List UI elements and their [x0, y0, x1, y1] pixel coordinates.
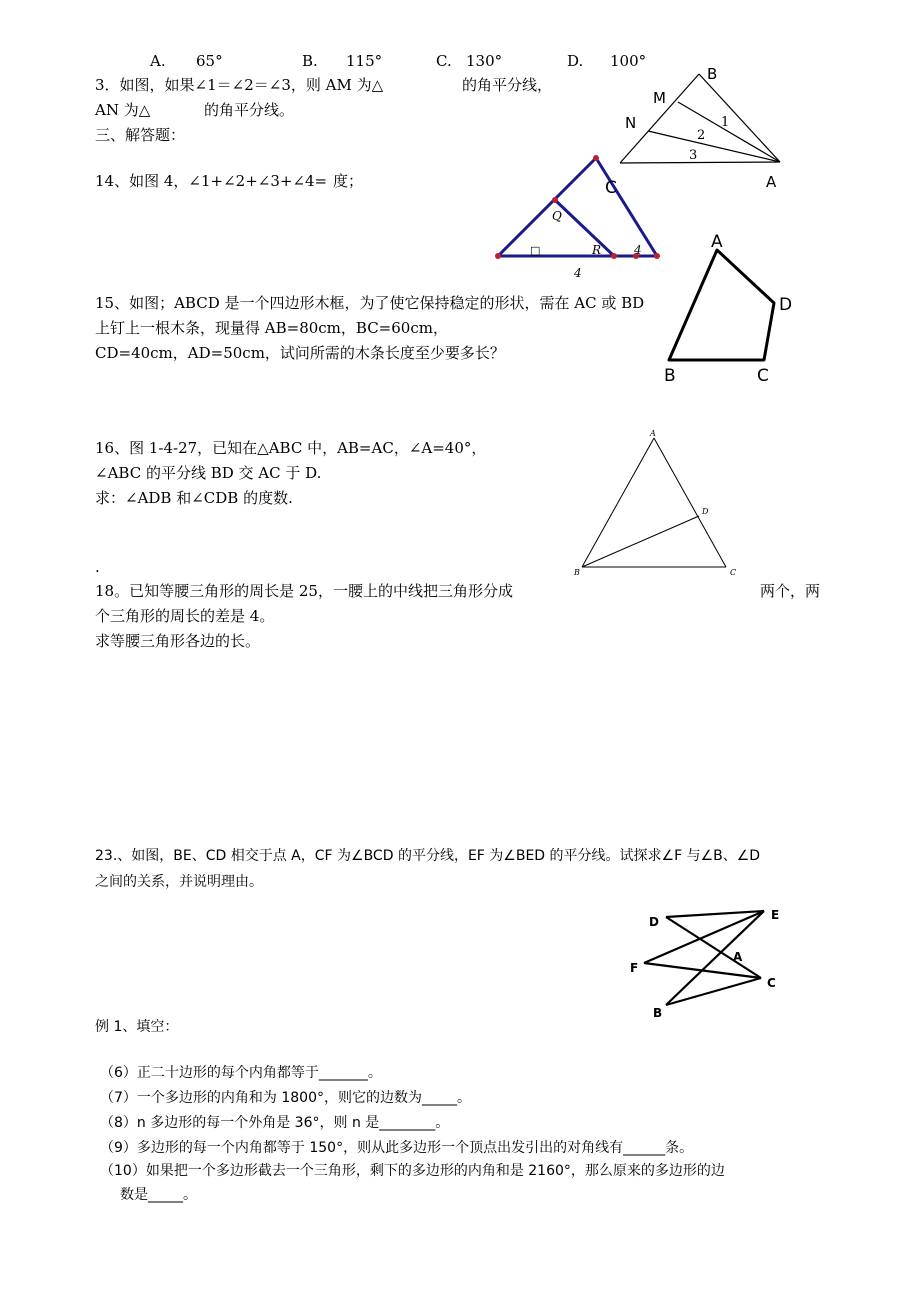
q16-segment-ab — [582, 438, 654, 567]
q23-segment-de — [666, 911, 764, 917]
q3-angle-1: 1 — [721, 115, 730, 130]
q14-vertex-q — [552, 197, 558, 203]
q15-label-d: D — [779, 295, 793, 315]
figure-q15 — [660, 232, 800, 387]
q16-segment-ac — [654, 438, 726, 567]
example1-item-6: （6）正二十边形的每个内角都等于_______。 — [100, 1065, 382, 1081]
q2-option-a-letter: A. — [150, 52, 166, 70]
example1-heading: 例 1、填空： — [95, 1019, 179, 1035]
q3-label-n: N — [625, 114, 637, 132]
q15-line1: 15、如图；ABCD 是一个四边形木框，为了使它保持稳定的形状，需在 AC 或 BD — [95, 294, 645, 312]
figure-q16 — [565, 428, 745, 578]
q2-option-c-letter: C. — [436, 52, 452, 70]
q23-label-b: B — [653, 1006, 663, 1020]
q14-label-4a: 4 — [634, 243, 642, 257]
q2-option-c-value: 130° — [466, 52, 503, 70]
q16-label-d: D — [702, 507, 709, 516]
q23-segment-fe — [644, 911, 764, 963]
q14-vertex-r — [611, 253, 617, 259]
stray-dot: . — [95, 558, 100, 576]
figure-q14 — [490, 150, 665, 285]
q3-line2-suffix: 的角平分线。 — [204, 101, 295, 119]
q23-label-a: A — [733, 950, 743, 964]
q14-vertex-top — [593, 155, 599, 161]
q3-line1-suffix: 的角平分线， — [462, 76, 553, 94]
q3-label-b: B — [707, 65, 718, 83]
q23-segment-fc — [644, 963, 761, 978]
q2-option-a-value: 65° — [196, 52, 223, 70]
q16-line1: 16、图 1-4-27，已知在△ABC 中，AB=AC，∠A=40°， — [95, 439, 487, 457]
q23-line1: 23.、如图，BE、CD 相交于点 A，CF 为∠BCD 的平分线，EF 为∠BED 的平分线。试探求∠F 与∠B、∠D — [95, 848, 761, 864]
q14-label-r: R — [592, 243, 602, 257]
q23-label-e: E — [771, 908, 780, 922]
q18-line2: 个三角形的周长的差是 4。 — [95, 607, 275, 625]
q2-option-b-value: 115° — [346, 52, 383, 70]
q14-segment-qr — [555, 200, 614, 256]
q15-line2: 上钉上一根木条，现量得 AB=80cm，BC=60cm， — [95, 319, 448, 337]
q18-line1-left: 18。已知等腰三角形的周长是 25，一腰上的中线把三角形分成 — [95, 582, 513, 600]
example1-item-9: （9）多边形的每一个内角都等于 150°，则从此多边形一个顶点出发引出的对角线有______条。 — [100, 1140, 694, 1156]
q3-segment-an — [648, 131, 780, 162]
q16-line2: ∠ABC 的平分线 BD 交 AC 于 D. — [95, 464, 322, 482]
q15-quadrilateral — [669, 250, 774, 360]
q3-angle-3: 3 — [689, 148, 698, 163]
q3-line2-prefix: AN 为△ — [95, 101, 151, 119]
q2-option-d-value: 100° — [610, 52, 647, 70]
q16-segment-bd — [582, 516, 699, 567]
q14-label-4b: 4 — [574, 266, 582, 280]
q14-outer-triangle — [498, 158, 657, 256]
q14-vertex-left — [495, 253, 501, 259]
q3-line1-prefix: 3．如图，如果∠1＝∠2＝∠3，则 AM 为△ — [95, 76, 384, 94]
q3-label-m: M — [653, 89, 666, 107]
q2-option-b-letter: B. — [302, 52, 318, 70]
q15-label-b: B — [664, 366, 676, 386]
q23-line2: 之间的关系，并说明理由。 — [95, 874, 263, 890]
q18-line1-right: 两个，两 — [760, 582, 821, 600]
section-3-heading: 三、解答题： — [95, 126, 186, 144]
figure-q23 — [625, 903, 790, 1023]
example1-item-7: （7）一个多边形的内角和为 1800°，则它的边数为_____。 — [100, 1090, 471, 1106]
q15-label-c: C — [757, 366, 769, 386]
q23-label-c: C — [767, 976, 776, 990]
q14-suffix: 度； — [333, 172, 364, 190]
q14-label-q: Q — [552, 209, 562, 223]
q3-label-a: A — [766, 173, 777, 191]
q16-label-b: B — [574, 568, 580, 577]
q14-label-c: C — [605, 178, 617, 198]
q14-label-box: □ — [530, 244, 541, 257]
q23-label-d: D — [649, 915, 659, 929]
example1-item-10: （10）如果把一个多边形截去一个三角形，剩下的多边形的内角和是 2160°，那么原来的多边形的边 — [100, 1163, 725, 1179]
q15-line3: CD=40cm，AD=50cm，试问所需的木条长度至少要多长？ — [95, 344, 505, 362]
example1-item-8: （8）n 多边形的每一个外角是 36°，则 n 是________。 — [100, 1115, 450, 1131]
example1-item-10-cont: 数是_____。 — [120, 1187, 197, 1203]
q15-label-a: A — [711, 232, 723, 252]
q3-segment-ab — [699, 74, 780, 162]
q16-label-a: A — [650, 429, 656, 438]
q14-prefix: 14、如图 4，∠1+∠2+∠3+∠4= — [95, 172, 328, 190]
q16-label-c: C — [730, 568, 737, 577]
q18-line3: 求等腰三角形各边的长。 — [95, 632, 261, 650]
q3-angle-2: 2 — [697, 128, 706, 143]
q23-label-f: F — [630, 961, 639, 975]
q16-line3: 求：∠ADB 和∠CDB 的度数. — [95, 489, 293, 507]
q2-option-d-letter: D. — [567, 52, 584, 70]
